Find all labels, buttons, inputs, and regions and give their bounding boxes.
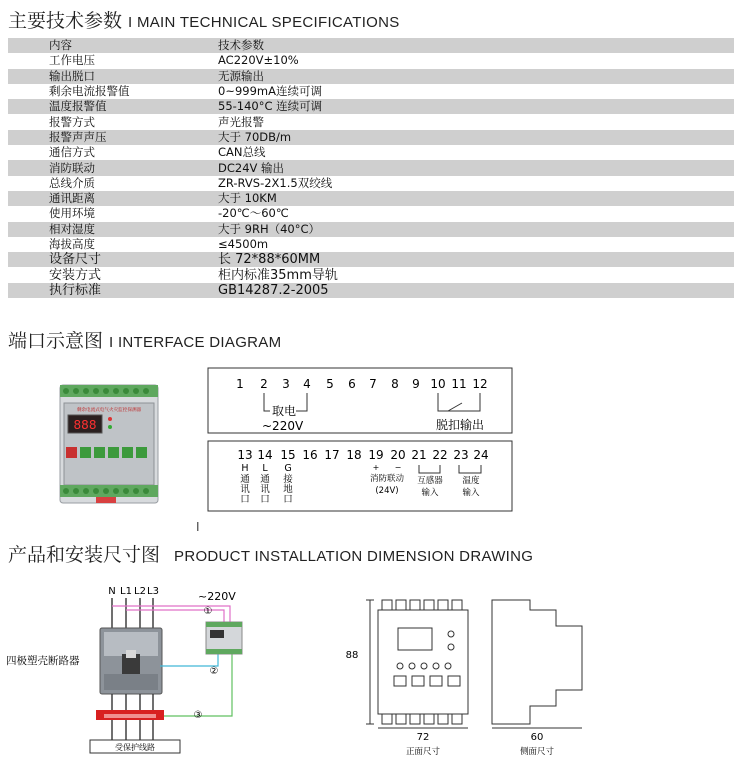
t13-char-2: 讯 [240,484,250,495]
temp-label-2: 输入 [462,488,480,498]
spec-value: 0~999mA连续可调 [218,84,322,99]
spec-item: 安装方式 [49,267,102,283]
spec-value: 声光报警 [218,114,264,129]
terminal-number: 8 [391,377,399,391]
terminal-number: 5 [326,377,334,391]
interface-diagram [0,355,740,520]
spec-row [8,99,734,114]
divider-mark: I [196,520,200,534]
spec-row [8,283,734,298]
protected-line-label: 受保护线路 [115,743,155,752]
plus-symbol: + [372,463,380,472]
temp-label-1: 温度 [462,476,480,486]
spec-row [8,130,734,145]
installation-drawing [0,570,740,764]
relay-label: 脱扣输出 [436,418,485,432]
spec-value: -20℃～60℃ [218,206,289,221]
phase-l2: L2 [134,586,146,597]
spec-row [8,114,734,129]
bottom-terminal-labels [237,448,488,462]
breaker-label: 四极塑壳断路器 [6,655,80,667]
g-symbol: G [284,463,292,474]
spec-table-header [8,38,734,53]
spec-value: 长 72*88*60MM [218,252,321,268]
interface-section-title [8,326,281,353]
side-dimension-drawing [492,600,582,757]
side-width-dimension: 60 [530,732,544,743]
side-view-label: 侧面尺寸 [519,747,555,757]
terminal-number: 15 [280,448,296,462]
spec-value: AC220V±10% [218,53,299,68]
t14-char-2: 讯 [260,484,270,495]
ct-label-1: 互感器 [417,476,443,486]
install-title-en: PRODUCT INSTALLATION DIMENSION DRAWING [174,548,534,565]
terminal-number: 22 [432,448,448,462]
spec-row [8,145,734,160]
terminal-number: 7 [369,377,377,391]
terminal-number: 9 [412,377,420,391]
wire-num-3: ③ [193,710,203,721]
terminal-number: 21 [411,448,427,462]
spec-row [8,206,734,221]
spec-title-cn: 主要技术参数 [8,10,123,32]
spec-row [8,69,734,84]
spec-item: 温度报警值 [49,99,107,114]
spec-value: DC24V 输出 [218,160,285,175]
t13-char-1: 通 [240,474,250,485]
spec-item: 总线介质 [49,175,95,190]
wiring-diagram [6,586,242,753]
power-voltage: ~220V [262,419,304,433]
spec-value: CAN总线 [218,145,266,160]
spec-item: 报警声声压 [49,129,107,144]
spec-value: 柜内标准35mm导轨 [218,267,338,283]
spec-item: 报警方式 [49,114,95,129]
terminal-number: 3 [282,377,290,391]
relay-bracket [438,393,480,411]
spec-header-value: 技术参数 [218,38,264,53]
t13-char-3: 口 [240,494,250,505]
t15-char-1: 接 [283,474,293,485]
l-symbol: L [262,463,268,474]
install-section-title [8,540,533,567]
spec-item: 通讯距离 [49,191,95,206]
spec-item: 执行标准 [49,282,102,298]
spec-row [8,53,734,68]
spec-item: 输出脱口 [49,68,95,83]
terminal-number: 18 [346,448,362,462]
spec-row [8,252,734,267]
terminal-number: 23 [453,448,469,462]
spec-item: 消防联动 [49,160,95,175]
spec-item: 剩余电流报警值 [49,84,130,99]
spec-table [8,38,734,298]
minus-symbol: − [394,463,402,472]
spec-value: ≤4500m [218,237,269,251]
spec-row [8,237,734,252]
front-width-dimension: 72 [416,732,430,743]
device-label: 剩余电流式电气火灾监控探测器 [76,408,142,413]
interface-title-en: I INTERFACE DIAGRAM [109,334,282,351]
spec-item: 设备尺寸 [49,252,102,268]
front-view-label: 正面尺寸 [405,747,441,757]
spec-title-en: I MAIN TECHNICAL SPECIFICATIONS [128,14,400,31]
spec-row [8,176,734,191]
t15-char-2: 地 [283,484,293,495]
wire-num-2: ② [209,666,219,677]
spec-value: 无源输出 [218,68,264,83]
spec-header-item: 内容 [49,38,72,53]
power-label: 取电 [272,404,297,418]
terminal-number: 16 [302,448,318,462]
t14-char-1: 通 [260,474,270,485]
terminal-number: 4 [303,377,311,391]
terminal-number: 14 [257,448,273,462]
terminal-number: 10 [430,377,446,391]
terminal-number: 20 [390,448,406,462]
spec-row [8,267,734,282]
front-dimension-drawing [346,600,468,757]
terminal-number: 2 [260,377,268,391]
ct-label-2: 输入 [421,488,439,498]
terminal-number: 6 [348,377,356,391]
interface-title-cn: 端口示意图 [8,330,104,352]
terminal-number: 24 [473,448,489,462]
terminal-number: 12 [472,377,488,391]
input-brackets [419,465,481,473]
t15-char-3: 口 [283,494,293,505]
height-dimension: 88 [345,650,359,661]
terminal-number: 11 [451,377,467,391]
fire-link-label: 消防联动 [369,474,405,484]
terminal-number: 17 [324,448,340,462]
wire-num-1: ① [203,606,213,617]
terminal-number: 13 [237,448,253,462]
spec-item: 使用环境 [49,206,95,221]
spec-row [8,160,734,175]
spec-value: 大于 9RH（40°C） [218,221,321,236]
svg-text:888: 888 [73,418,97,432]
spec-value: 55-140°C 连续可调 [218,99,323,114]
spec-value: 大于 70DB/m [218,129,292,144]
top-terminal-labels [236,377,487,391]
spec-item: 相对湿度 [49,221,95,236]
phase-l1: L1 [120,586,132,597]
install-title-cn: 产品和安装尺寸图 [8,544,161,566]
h-symbol: H [241,463,249,474]
bottom-terminal-descriptions [240,463,480,505]
fire-link-voltage: (24V) [375,486,399,496]
spec-row [8,222,734,237]
spec-item: 工作电压 [49,53,95,68]
spec-value: 大于 10KM [218,191,277,206]
spec-value: ZR-RVS-2X1.5双绞线 [218,175,333,190]
spec-item: 通信方式 [49,145,95,160]
spec-row [8,84,734,99]
phase-l3: L3 [147,586,159,597]
terminal-number: 19 [368,448,384,462]
t14-char-3: 口 [260,494,270,505]
spec-row [8,191,734,206]
terminal-number: 1 [236,377,244,391]
supply-voltage: ~220V [198,590,236,603]
phase-n: N [108,586,116,597]
spec-value: GB14287.2-2005 [218,282,329,298]
spec-section-title [8,6,400,33]
device-photo [60,385,158,503]
spec-item: 海拔高度 [49,237,95,251]
